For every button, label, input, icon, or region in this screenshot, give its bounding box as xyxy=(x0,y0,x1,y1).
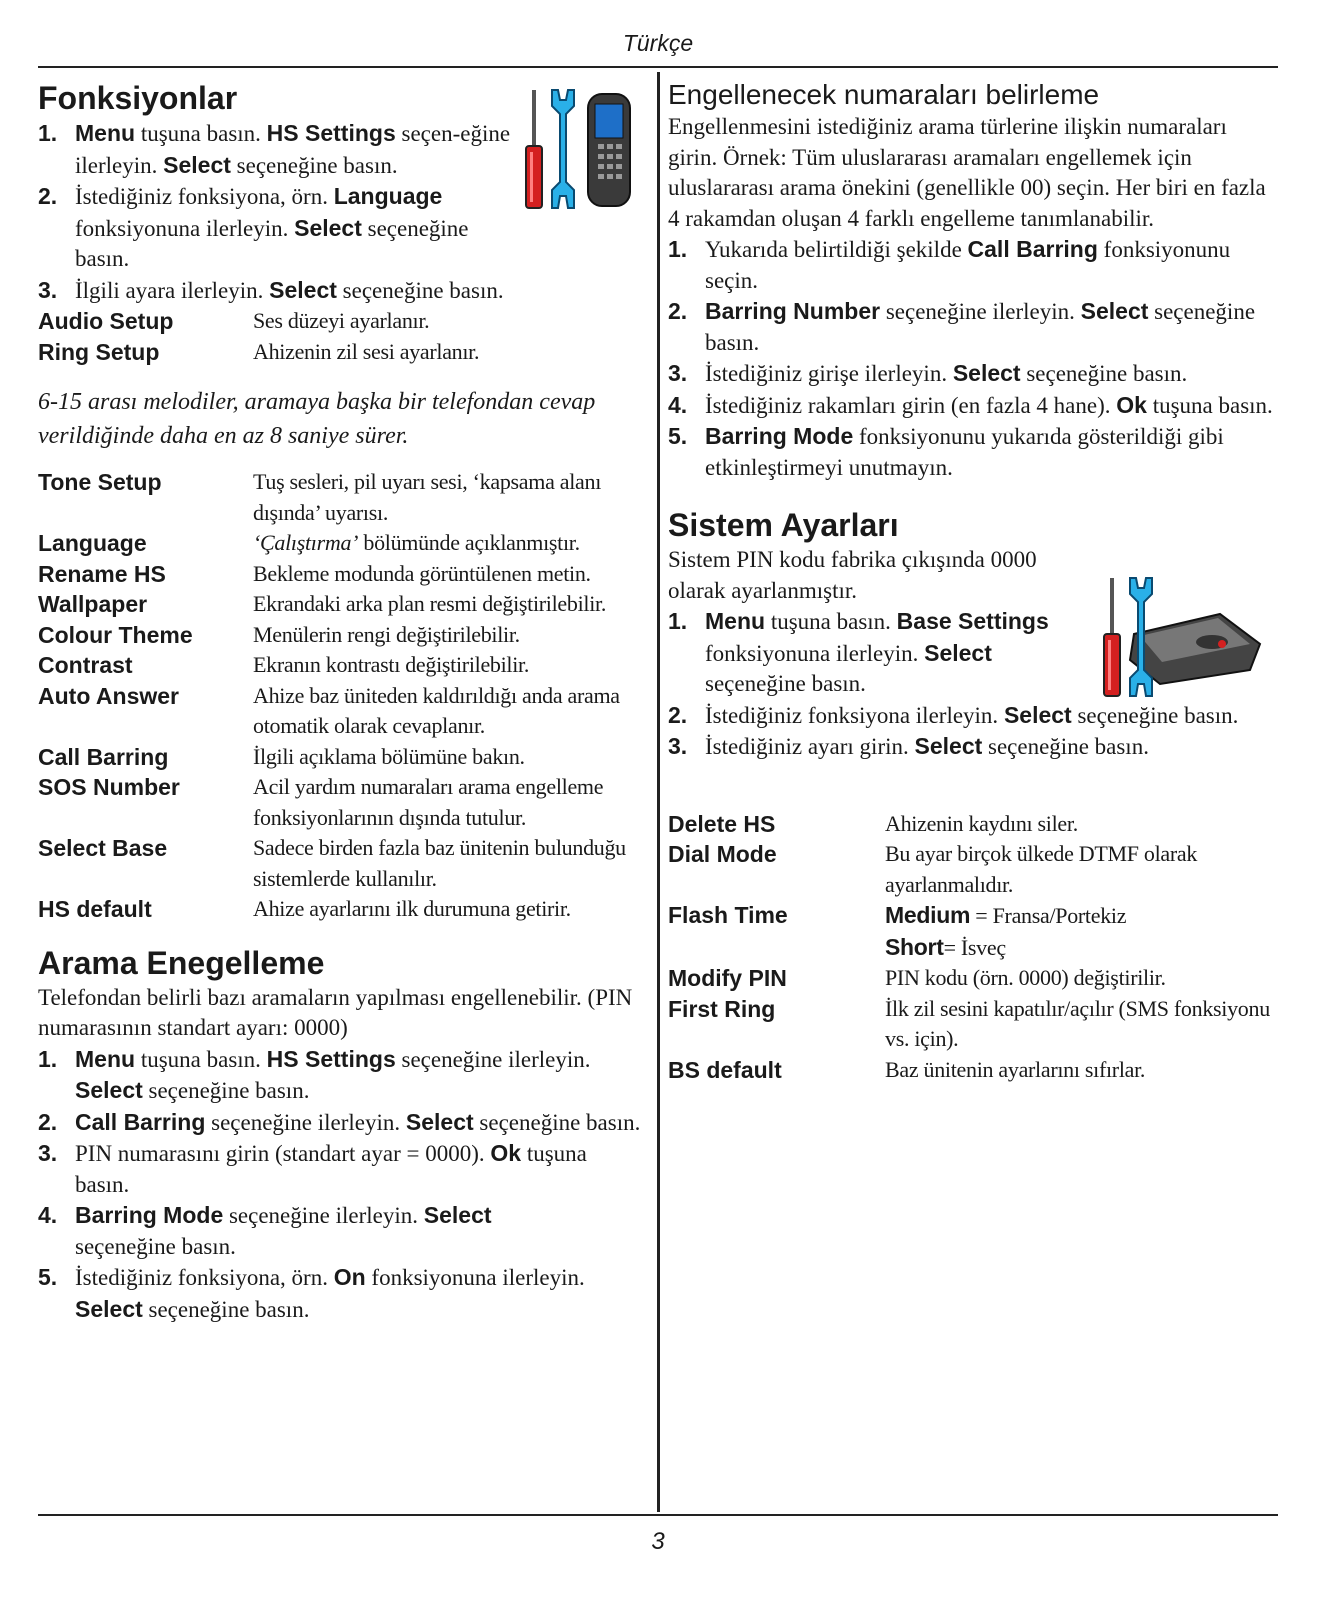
fonksiyonlar-steps-1-a-text: İstediğiniz fonksiyona, örn. xyxy=(75,184,334,209)
fonksiyonlar-steps-0-n-text: 1. xyxy=(38,120,58,146)
arama-step-2 xyxy=(38,1107,648,1139)
arama-steps-4-e-text: seçeneğine basın. xyxy=(142,1296,310,1322)
fonksiyonlar-steps-2-a-text: İlgili ayara ilerleyin. xyxy=(75,277,270,303)
fonksiyonlar-step-2 xyxy=(38,181,528,275)
arama-steps-2-a-text: PIN numarasını girin (standart ayar = 0000). xyxy=(75,1141,491,1166)
fonksiyonlar-defs2-8-term-text: SOS Number xyxy=(38,774,180,800)
sistem-defs-1-term-text: Dial Mode xyxy=(668,841,777,867)
arama-steps-4-a-text: İstediğiniz fonksiyona, örn. xyxy=(75,1265,334,1290)
arama-steps-1-d-text: seçeneğine basın. xyxy=(473,1109,641,1135)
arama-steps-4-n-text: 5. xyxy=(38,1264,58,1290)
fonksiyonlar-defs2-3-def-text: Ekrandaki arka plan resmi değiştirilebilir. xyxy=(253,591,607,616)
sistem-defs-2-def_b2-text: Short xyxy=(885,933,944,960)
arama-steps-4-c-text: fonksiyonuna ilerleyin. xyxy=(365,1265,585,1290)
arama-steps-0-d-text: seçeneğine ilerleyin. xyxy=(395,1046,591,1072)
fonksiyonlar-defs2-8-def-text: Acil yardım numaraları arama engelleme fonksiyonlarının dışında tutulur. xyxy=(253,774,604,830)
fonksiyonlar-defs2-2-term-text: Rename HS xyxy=(38,560,166,587)
arama-steps-3-c-text: Select xyxy=(423,1202,492,1228)
fonksiyonlar-steps-0-f-text: seçeneğine basın. xyxy=(230,152,398,178)
fonksiyonlar-defs2-0-term-text: Tone Setup xyxy=(38,469,162,495)
sistem-defs-5-term-text: BS default xyxy=(668,1056,782,1083)
arama-steps-4-d-text: Select xyxy=(75,1295,143,1322)
page-number: 3 xyxy=(651,1528,665,1555)
engellenecek-steps-1-d-text: seçeneğine basın. xyxy=(705,299,1256,355)
fonksiyonlar-steps-0-e-text: Select xyxy=(163,151,231,178)
fonksiyonlar-defs2-0-def-text: Tuş sesleri, pil uyarı sesi, ‘kapsama alanı dışında’ uyarısı. xyxy=(253,469,602,525)
sistem-defs-3-def-text: PIN kodu (örn. 0000) değiştirilir. xyxy=(885,965,1166,990)
sistem-steps-0-c-text: Base Settings xyxy=(896,608,1049,634)
arama-steps-2-n-text: 3. xyxy=(38,1140,58,1166)
fonksiyonlar-defs2-9-def-text: Sadece birden fazla baz ünitenin bulunduğu sistemlerde kullanılır. xyxy=(253,835,626,891)
sistem-defs-2-def_b1-text: Medium xyxy=(885,902,971,928)
engellenecek-steps-0-c-text: fonksiyonunu seçin. xyxy=(705,237,1231,293)
right-column xyxy=(668,78,1280,1085)
fonksiyonlar-defs2-9-term-text: Select Base xyxy=(38,835,168,861)
column-divider xyxy=(657,72,660,1512)
engellenecek-steps-3-c-text: tuşuna basın. xyxy=(1146,392,1273,418)
fonksiyonlar-steps-1-b-text: Language xyxy=(333,183,443,209)
engellenecek-intro: Engellenmesini istediğiniz arama türlerine ilişkin numaraları girin. Örnek: Tüm uluslararası aramaları engellemek için uluslararası arama önekini (genellikle 00) seçin. Her biri en fazla 4 rakamdan oluşan 4 farklı engelleme tanımlanabilir. xyxy=(668,114,1266,231)
fonksiyonlar-defs2-3-term-text: Wallpaper xyxy=(38,591,148,617)
arama-steps-0-a-text: Menu xyxy=(75,1045,136,1072)
sistem-steps-0-e-text: Select xyxy=(924,639,992,666)
engellenecek-steps-0-n-text: 1. xyxy=(668,236,688,262)
sistem-steps-2-n-text: 3. xyxy=(668,733,688,759)
fonksiyonlar-steps-1-e-text: seçeneğine basın. xyxy=(75,215,469,271)
fonksiyonlar-defs2-7-def-text: İlgili açıklama bölümüne bakın. xyxy=(253,743,525,769)
arama-step-4 xyxy=(38,1200,648,1262)
sistem-steps-2-b-text: Select xyxy=(914,733,983,759)
fonksiyonlar-steps-1-c-text: fonksiyonuna ilerleyin. xyxy=(75,215,295,241)
sistem-defs-4-def-text: İlk zil sesini kapatılır/açılır (SMS fonksiyonu vs. için). xyxy=(885,995,1270,1051)
engellenecek-steps-4-b-text: fonksiyonunu yukarıda gösterildiği gibi etkinleştirmeyi unutmayın. xyxy=(705,424,1224,480)
fonksiyonlar-title: Fonksiyonlar xyxy=(38,80,238,116)
engellenecek-steps-3-b-text: Ok xyxy=(1116,391,1147,418)
sistem-defs-4-term-text: First Ring xyxy=(668,995,776,1022)
engellenecek-steps-0-b-text: Call Barring xyxy=(967,236,1098,262)
fonksiyonlar-step-1 xyxy=(38,118,528,181)
sistem-steps-1-c-text: seçeneğine basın. xyxy=(1071,702,1239,728)
arama-steps-1-c-text: Select xyxy=(405,1108,474,1135)
sistem-step-3 xyxy=(668,731,1280,763)
fonksiyonlar-defs2-2-def-text: Bekleme modunda görüntülenen metin. xyxy=(253,560,591,586)
engellenecek-steps-2-a-text: İstediğiniz girişe ilerleyin. xyxy=(705,361,953,386)
sistem-defs-2-term-text: Flash Time xyxy=(668,902,788,928)
fonksiyonlar-steps-2-c-text: seçeneğine basın. xyxy=(336,277,504,303)
engellenecek-steps-1-a-text: Barring Number xyxy=(705,298,881,324)
sistem-step-2 xyxy=(668,700,1280,732)
sistem-steps-1-a-text: İstediğiniz fonksiyona ilerleyin. xyxy=(705,702,1004,728)
sistem-steps-0-f-text: seçeneğine basın. xyxy=(705,671,866,696)
engellenecek-title: Engellenecek numaraları belirleme xyxy=(668,79,1100,110)
engellenecek-step-1 xyxy=(668,234,1280,296)
fonksiyonlar-defs1-0-def-text: Ses düzeyi ayarlanır. xyxy=(253,308,430,333)
fonksiyonlar-steps-1-n-text: 2. xyxy=(38,183,58,209)
fonksiyonlar-defs2-1-def-text: bölümünde açıklanmıştır. xyxy=(358,530,580,555)
sistem-defs xyxy=(668,809,1280,1086)
fonksiyonlar-defs2-10-term-text: HS default xyxy=(38,896,152,922)
fonksiyonlar-steps-2-n-text: 3. xyxy=(38,276,58,303)
fonksiyonlar-defs-2 xyxy=(38,467,648,925)
sistem-step-1 xyxy=(668,606,1078,700)
sistem-steps-2-a-text: İstediğiniz ayarı girin. xyxy=(705,734,915,759)
fonksiyonlar-defs1-0-term-text: Audio Setup xyxy=(38,308,174,334)
fonksiyonlar-defs2-5-term-text: Contrast xyxy=(38,652,133,678)
fonksiyonlar-defs2-6-term-text: Auto Answer xyxy=(38,682,179,709)
engellenecek-step-3 xyxy=(668,358,1280,390)
sistem-steps-0-a-text: Menu xyxy=(705,608,766,634)
engellenecek-steps-3-n-text: 4. xyxy=(668,391,688,418)
engellenecek-steps-3-a-text: İstediğiniz rakamları girin (en fazla 4 hane). xyxy=(705,392,1117,418)
fonksiyonlar-defs2-10-def-text: Ahize ayarlarını ilk durumuna getirir. xyxy=(253,896,571,921)
engellenecek-step-4 xyxy=(668,390,1280,422)
fonksiyonlar-defs2-1-term-text: Language xyxy=(38,530,147,556)
arama-steps-1-n-text: 2. xyxy=(38,1108,58,1135)
sistem-steps-1-n-text: 2. xyxy=(668,701,688,728)
arama-steps-4-b-text: On xyxy=(333,1264,366,1290)
fonksiyonlar-defs2-1-def_italic-text: ‘Çalıştırma’ xyxy=(253,530,359,555)
engellenecek-steps-1-b-text: seçeneğine ilerleyin. xyxy=(880,299,1081,324)
melody-note: 6-15 arası melodiler, aramaya başka bir telefondan cevap verildiğinde daha en az 8 saniye sürer. xyxy=(38,389,596,449)
arama-steps-0-n-text: 1. xyxy=(38,1045,58,1072)
fonksiyonlar-defs2-7-term-text: Call Barring xyxy=(38,743,169,770)
arama-steps-0-c-text: HS Settings xyxy=(266,1045,396,1072)
arama-steps-0-b-text: tuşuna basın. xyxy=(135,1046,267,1072)
sistem-defs-2-def1-text: = Fransa/Portekiz xyxy=(970,903,1127,928)
arama-intro: Telefondan belirli bazı aramaların yapılması engellenebilir. (PIN numarasının standart ayarı: 0000) xyxy=(38,984,633,1040)
sistem-steps-1-b-text: Select xyxy=(1003,701,1072,728)
sistem-defs-3-term-text: Modify PIN xyxy=(668,965,787,991)
fonksiyonlar-steps-2-b-text: Select xyxy=(269,276,337,303)
top-rule xyxy=(38,66,1278,68)
arama-steps-0-f-text: seçeneğine basın. xyxy=(142,1078,310,1103)
arama-steps-1-b-text: seçeneğine ilerleyin. xyxy=(205,1109,406,1135)
arama-step-3 xyxy=(38,1138,648,1200)
language-header: Türkçe xyxy=(622,30,694,56)
engellenecek-steps-1-n-text: 2. xyxy=(668,298,688,324)
engellenecek-steps-4-n-text: 5. xyxy=(668,423,688,449)
arama-steps-2-c-text: tuşuna basın. xyxy=(75,1141,587,1197)
fonksiyonlar-steps-0-b-text: tuşuna basın. xyxy=(135,121,267,146)
engellenecek-step-2 xyxy=(668,296,1280,358)
fonksiyonlar-defs1-1-term-text: Ring Setup xyxy=(38,338,160,365)
fonksiyonlar-defs2-6-def-text: Ahize baz üniteden kaldırıldığı anda arama otomatik olarak cevaplanır. xyxy=(253,682,620,738)
sistem-defs-5-def-text: Baz ünitenin ayarlarını sıfırlar. xyxy=(885,1056,1146,1082)
engellenecek-steps-2-b-text: Select xyxy=(952,360,1021,386)
fonksiyonlar-steps-0-c-text: HS Settings xyxy=(266,120,396,146)
sistem-defs-0-term-text: Delete HS xyxy=(668,810,776,837)
bottom-rule xyxy=(38,1514,1278,1516)
arama-title: Arama Enegelleme xyxy=(38,944,325,981)
arama-steps-3-a-text: Barring Mode xyxy=(75,1202,224,1228)
sistem-title: Sistem Ayarları xyxy=(668,507,899,543)
arama-steps-3-b-text: seçeneğine ilerleyin. xyxy=(223,1203,424,1228)
engellenecek-steps-0-a-text: Yukarıda belirtildiği şekilde xyxy=(705,237,968,262)
fonksiyonlar-step-3 xyxy=(38,275,648,307)
fonksiyonlar-defs1-1-def-text: Ahizenin zil sesi ayarlanır. xyxy=(253,338,480,364)
fonksiyonlar-steps-1-d-text: Select xyxy=(294,214,362,241)
arama-steps-1-a-text: Call Barring xyxy=(75,1108,206,1135)
fonksiyonlar-defs-1 xyxy=(38,306,648,367)
fonksiyonlar-steps-0-a-text: Menu xyxy=(75,120,136,146)
engellenecek-step-5 xyxy=(668,421,1280,483)
fonksiyonlar-steps-0-d-text: seçen-eğine ilerleyin. xyxy=(75,121,511,178)
arama-step-5 xyxy=(38,1262,648,1325)
sistem-defs-2-def2-text: = İsveç xyxy=(943,934,1006,960)
fonksiyonlar-defs2-4-term-text: Colour Theme xyxy=(38,621,193,648)
sistem-steps-2-c-text: seçeneğine basın. xyxy=(982,734,1149,759)
arama-steps-0-e-text: Select xyxy=(75,1077,143,1103)
sistem-intro: Sistem PIN kodu fabrika çıkışında 0000 olarak ayarlanmıştır. xyxy=(668,547,1037,603)
sistem-defs-1-def-text: Bu ayar birçok ülkede DTMF olarak ayarlanmalıdır. xyxy=(885,841,1198,897)
sistem-steps-0-b-text: tuşuna basın. xyxy=(765,609,897,634)
arama-steps-3-d-text: seçeneğine basın. xyxy=(75,1233,236,1259)
arama-steps-3-n-text: 4. xyxy=(38,1202,58,1228)
arama-steps-2-b-text: Ok xyxy=(490,1140,522,1166)
engellenecek-steps-1-c-text: Select xyxy=(1080,298,1149,324)
fonksiyonlar-defs2-4-def-text: Menülerin rengi değiştirilebilir. xyxy=(253,621,520,647)
left-column xyxy=(38,78,648,1325)
arama-step-1 xyxy=(38,1044,648,1107)
engellenecek-steps-4-a-text: Barring Mode xyxy=(705,423,854,449)
sistem-steps-0-d-text: fonksiyonuna ilerleyin. xyxy=(705,640,925,666)
engellenecek-steps-2-n-text: 3. xyxy=(668,360,688,386)
sistem-steps-0-n-text: 1. xyxy=(668,608,688,634)
engellenecek-steps-2-c-text: seçeneğine basın. xyxy=(1020,361,1188,386)
sistem-defs-0-def-text: Ahizenin kaydını siler. xyxy=(885,810,1078,836)
fonksiyonlar-defs2-5-def-text: Ekranın kontrastı değiştirilebilir. xyxy=(253,652,530,677)
